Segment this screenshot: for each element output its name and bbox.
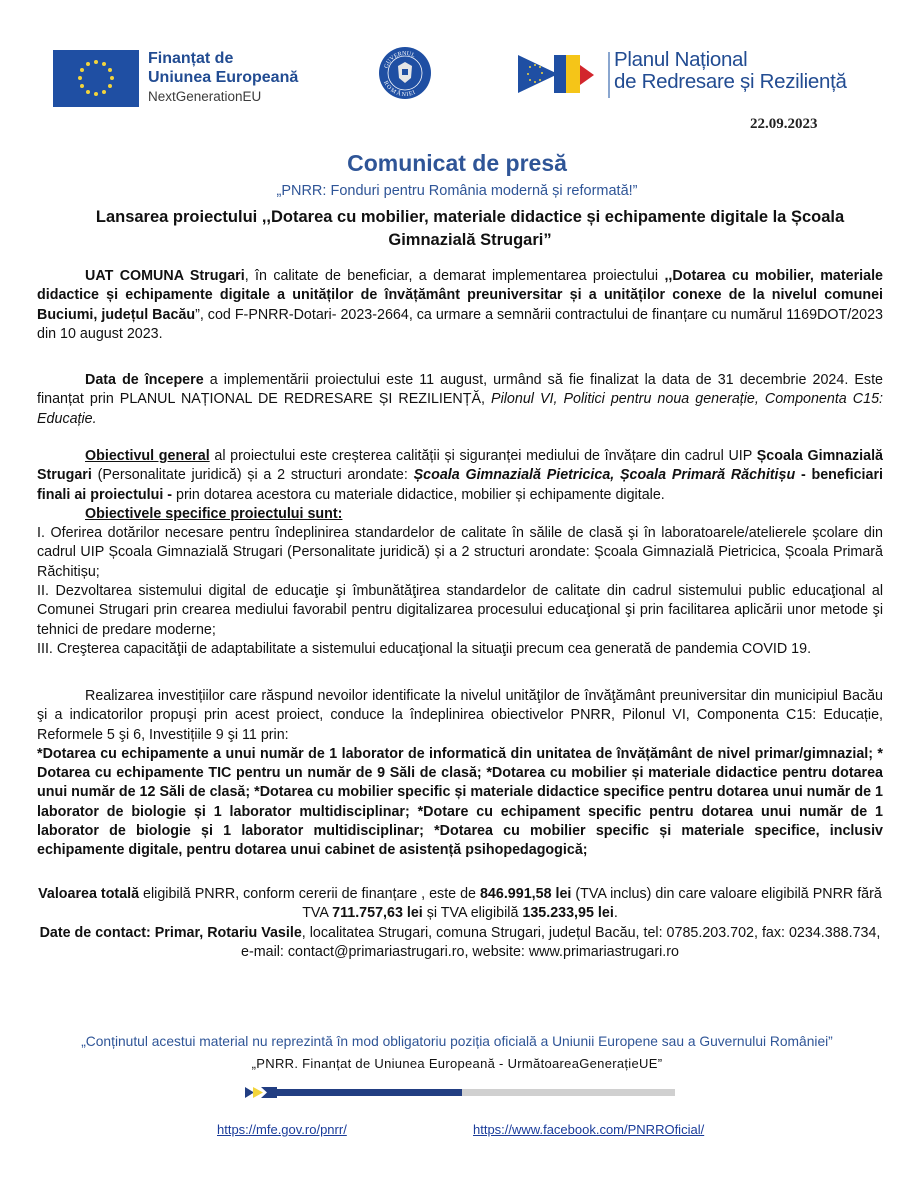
text: . — [613, 905, 618, 922]
text: și TVA eligibilă — [422, 905, 523, 922]
paragraph-investments — [37, 687, 883, 861]
beneficiary-name: UAT COMUNA Strugari — [85, 268, 245, 284]
guvernul-romaniei-seal-icon — [378, 46, 432, 100]
pnrr-label-line1: Planul Național — [614, 48, 748, 71]
svg-text:ROMÂNIEI: ROMÂNIEI — [381, 80, 417, 99]
specific-objective-3: III. Creşterea capacităţii de adaptabilitate a sistemului educaţional la situaţii precum cea generată de pandemia COVID 19. — [37, 640, 812, 657]
facebook-pnrr-link[interactable]: https://www.facebook.com/PNRROficial/ — [473, 1122, 705, 1137]
paragraph-value — [37, 885, 883, 962]
svg-text:GUVERNUL: GUVERNUL — [383, 50, 416, 70]
footer-arrow-icon — [245, 1086, 277, 1099]
tagline: „PNRR. Finanțat de Uniunea Europeană - UrmătoareaGenerațieUE” — [251, 1056, 663, 1071]
subtitle: „PNRR: Fonduri pentru România modernă și reformată!” — [276, 183, 638, 199]
paragraph-general-objective — [37, 447, 883, 659]
footer-bar-blue — [275, 1089, 462, 1096]
start-date-label: Data de începere — [85, 372, 204, 388]
page-title: Comunicat de presă — [347, 150, 567, 176]
text: ”, cod F-PNRR-Dotari- 2023-2664, ca urmare a semnării contractului de finanțare cu numărul 1169DOT/2023 din 10 august 2023. — [37, 306, 883, 342]
logo-separator — [608, 52, 610, 98]
total-value: 846.991,58 lei — [479, 886, 572, 902]
paragraph-beneficiary — [37, 267, 883, 344]
investments-intro: Realizarea investițiilor care răspund nevoilor identificate la nivelul unităţilor de învăţământ preuniversitar din municipiul Bacău şi a indicatorilor propuşi prin acest proiect, conduce la îndeplinirea obiectivelor PNRR, Pilonul VI, Componenta C15: Educație, Reformele 5 şi 6, Investițiile 9 şi 11 prin: — [37, 688, 883, 743]
disclaimer: „Conținutul acestui material nu reprezintă în mod obligatoriu poziția oficială a Uniunii Europene sau a Guvernului României” — [81, 1034, 833, 1049]
contact-details: , localitatea Strugari, comuna Strugari, județul Bacău, tel: 0785.203.702, fax: 0234.388.734, e-mail: contact@primariastrugari.ro, website: www.primariastrugari.ro — [241, 924, 881, 960]
eu-stars-icon — [53, 50, 139, 107]
eu-label-line2: Uniunea Europeană — [148, 69, 299, 86]
text: prin dotarea acestora cu materiale didactice, mobilier și echipamente digitale. — [172, 486, 665, 503]
beneficiaries-note: - beneficiari finali ai proiectului - — [37, 467, 883, 503]
contact-label: Date de contact: Primar, Rotariu Vasile — [39, 924, 302, 941]
eu-flag-icon — [53, 50, 139, 107]
project-name: ,,Dotarea cu mobilier, materiale didactice și echipamente digitale a unităților de învățământ preuniversitar și a unităților conexe de la nivelul comunei Buciumi, județul Bacău — [37, 268, 883, 323]
paragraph-start-date — [37, 371, 883, 429]
mfe-pnrr-link[interactable]: https://mfe.gov.ro/pnrr/ — [217, 1122, 347, 1137]
total-value-label: Valoarea totală — [38, 886, 140, 902]
pnrr-label-line2: de Redresare și Reziliență — [614, 70, 847, 93]
text: eligibilă PNRR, conform cererii de finanțare , este de — [139, 886, 480, 902]
footer-bar-grey — [462, 1089, 675, 1096]
pillar-text: Pilonul VI, Politici pentru noua generație, Componenta C15: Educație. — [37, 391, 883, 427]
eu-funding-label — [148, 49, 298, 106]
text: a implementării proiectului este 11 august, urmând să fie finalizat la data de 31 decembrie 2024. Este finanțat prin PLANUL NAȚIONAL DE REDRESARE ȘI REZILIENȚĂ, — [37, 372, 883, 408]
vat-value: 135.233,95 lei — [522, 905, 614, 922]
value-without-vat: 711.757,63 lei — [332, 905, 423, 922]
eu-label-line3: NextGenerationEU — [148, 89, 262, 104]
text: (Personalitate juridică) și a 2 structuri arondate: — [91, 467, 414, 484]
specific-objective-2: II. Dezvoltarea sistemului digital de educaţie şi îmbunătăţirea standardelor de calitate din cadrul sistemului public educaţional al Comunei Strugari prin crearea mediului favorabil pentru digitalizarea procesului educaţional şi prin facilitarea aplicării unor metode şi tehnici de predare moderne; — [37, 583, 883, 638]
general-objective-label: Obiectivul general — [85, 448, 210, 464]
document-date: 22.09.2023 — [750, 116, 818, 132]
text: , în calitate de beneficiar, a demarat implementarea proiectului — [244, 268, 665, 284]
pnrr-arrows-icon — [518, 53, 606, 95]
specific-objectives-heading: Obiectivele specifice proiectului sunt: — [85, 505, 343, 522]
text: al proiectului este creșterea calității și siguranței mediului de învățare din cadrul UIP — [209, 448, 757, 464]
text: (TVA inclus) din care valoare eligibilă PNRR fără TVA — [302, 886, 882, 922]
headline: Lansarea proiectului ,,Dotarea cu mobilier, materiale didactice și echipamente digitale la Școala Gimnazială Strugari” — [95, 208, 845, 249]
pnrr-label — [614, 49, 847, 93]
structures-names: Școala Gimnazială Pietricica, Școala Primară Răchitișu — [413, 467, 796, 484]
investments-list: *Dotarea cu echipamente a unui număr de 1 laborator de informatică din unitatea de învățământ de nivel primar/gimnazial; * Dotarea cu echipamente TIC pentru un număr de 9 Săli de clasă; *Dotarea cu mobilier și materiale didactice pentru dotarea unui număr de 12 Săli de clasă; *Dotarea cu mobilier specific și materiale didactice specifice pentru dotarea unui număr de 1 laborator de biologie și 1 laborator multidisciplinar; *Dotare cu echipament specific pentru dotarea unui număr de 1 laborator de biologie și 1 laborator multidisciplinar; *Dotarea cu mobilier specific și materiale specifice, inclusiv echipamente digitale, pentru dotarea unui cabinet de asistență psihopedagogică; — [37, 745, 883, 859]
specific-objective-1: I. Oferirea dotărilor necesare pentru îndeplinirea standardelor de calitate în sălile de clasă şi în laboratoarele/atelierele şcolare din cadrul UIP Școala Gimnazială Strugari (Personalitate juridică) și a 2 structuri arondate: Școala Gimnazială Pietricica, Școala Primară Răchitișu; — [37, 525, 883, 580]
eu-label-line1: Finanțat de — [148, 50, 234, 67]
school-name: Școala Gimnazială Strugari — [37, 448, 883, 484]
